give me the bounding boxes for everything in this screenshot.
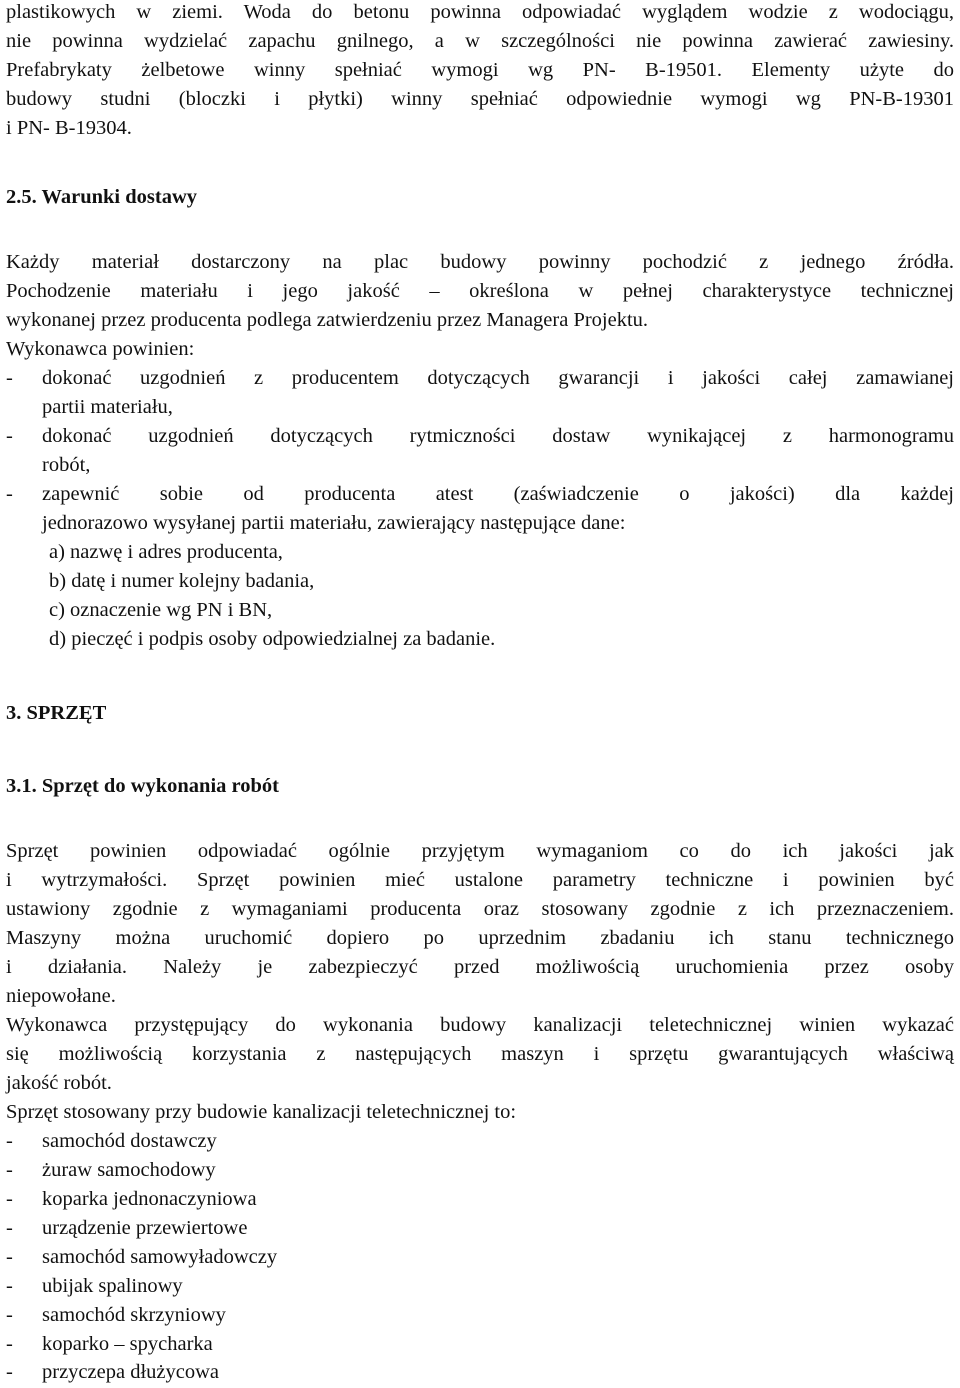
list-dash: -	[6, 367, 13, 389]
list-item-line: zapewnić sobie od producenta atest (zaświadczenie o jakości) dla każdej	[42, 483, 954, 505]
equipment-list-item: samochód dostawczy	[42, 1130, 217, 1152]
paragraph-line: i działania. Należy je zabezpieczyć przed możliwością uruchomienia przez osoby	[6, 956, 954, 978]
paragraph-line: Wykonawca powinien:	[6, 338, 195, 360]
paragraph-line: wykonanej przez producenta podlega zatwierdzeniu przez Managera Projektu.	[6, 309, 649, 331]
paragraph-line: niepowołane.	[6, 985, 116, 1007]
list-dash: -	[6, 1246, 13, 1268]
equipment-list-item: przyczepa dłużycowa	[42, 1361, 219, 1383]
sub-list-item: d) pieczęć i podpis osoby odpowiedzialnej za badanie.	[49, 628, 496, 650]
paragraph-line: jakość robót.	[6, 1072, 112, 1094]
list-dash: -	[6, 483, 13, 505]
paragraph-line: ustawiony zgodnie z wymaganiami producenta oraz stosowany zgodnie z ich przeznaczeniem.	[6, 898, 954, 920]
equipment-list-item: koparka jednonaczyniowa	[42, 1188, 257, 1210]
sub-list-item: b) datę i numer kolejny badania,	[49, 570, 315, 592]
equipment-list-item: urządzenie przewiertowe	[42, 1217, 248, 1239]
paragraph-line: Wykonawca przystępujący do wykonania budowy kanalizacji teletechnicznej winien wykazać	[6, 1014, 954, 1036]
list-dash: -	[6, 1130, 13, 1152]
list-dash: -	[6, 1333, 13, 1355]
list-dash: -	[6, 1304, 13, 1326]
list-dash: -	[6, 1217, 13, 1239]
sub-list-item: c) oznaczenie wg PN i BN,	[49, 599, 273, 621]
sub-list-item: a) nazwę i adres producenta,	[49, 541, 283, 563]
list-dash: -	[6, 1361, 13, 1383]
equipment-list-item: samochód samowyładowczy	[42, 1246, 278, 1268]
list-item-line: partii materiału,	[42, 396, 173, 418]
paragraph-line: Każdy materiał dostarczony na plac budowy powinny pochodzić z jednego źródła.	[6, 251, 954, 273]
paragraph-line: i wytrzymałości. Sprzęt powinien mieć ustalone parametry techniczne i powinien być	[6, 869, 954, 891]
list-item-line: jednorazowo wysyłanej partii materiału, zawierający następujące dane:	[42, 512, 626, 534]
equipment-list-item: żuraw samochodowy	[42, 1159, 216, 1181]
list-dash: -	[6, 1159, 13, 1181]
section-heading-3: 3. SPRZĘT	[6, 702, 107, 724]
intro-line: nie powinna wydzielać zapachu gnilnego, a w szczególności nie powinna zawierać zawiesiny.	[6, 30, 954, 52]
paragraph-line: się możliwością korzystania z następujących maszyn i sprzętu gwarantujących właściwą	[6, 1043, 954, 1065]
intro-line: i PN- B-19304.	[6, 117, 132, 139]
list-item-line: dokonać uzgodnień dotyczących rytmiczności dostaw wynikającej z harmonogramu	[42, 425, 954, 447]
equipment-list-item: koparko – spycharka	[42, 1333, 213, 1355]
intro-line: budowy studni (bloczki i płytki) winny spełniać odpowiednie wymogi wg PN-B-19301	[6, 88, 954, 110]
equipment-list-item: samochód skrzyniowy	[42, 1304, 226, 1326]
intro-line: plastikowych w ziemi. Woda do betonu powinna odpowiadać wyglądem wodzie z wodociągu,	[6, 1, 954, 23]
list-item-line: dokonać uzgodnień z producentem dotyczących gwarancji i jakości całej zamawianej	[42, 367, 954, 389]
paragraph-line: Pochodzenie materiału i jego jakość – określona w pełnej charakterystyce technicznej	[6, 280, 954, 302]
paragraph-line: Sprzęt stosowany przy budowie kanalizacji teletechnicznej to:	[6, 1101, 517, 1123]
list-dash: -	[6, 1275, 13, 1297]
paragraph-line: Sprzęt powinien odpowiadać ogólnie przyjętym wymaganiom co do ich jakości jak	[6, 840, 954, 862]
section-heading-2-5: 2.5. Warunki dostawy	[6, 186, 198, 208]
intro-line: Prefabrykaty żelbetowe winny spełniać wymogi wg PN- B-19501. Elementy użyte do	[6, 59, 954, 81]
list-dash: -	[6, 1188, 13, 1210]
list-item-line: robót,	[42, 454, 91, 476]
equipment-list-item: ubijak spalinowy	[42, 1275, 183, 1297]
list-dash: -	[6, 425, 13, 447]
section-heading-3-1: 3.1. Sprzęt do wykonania robót	[6, 775, 279, 797]
paragraph-line: Maszyny można uruchomić dopiero po uprzednim zbadaniu ich stanu technicznego	[6, 927, 954, 949]
